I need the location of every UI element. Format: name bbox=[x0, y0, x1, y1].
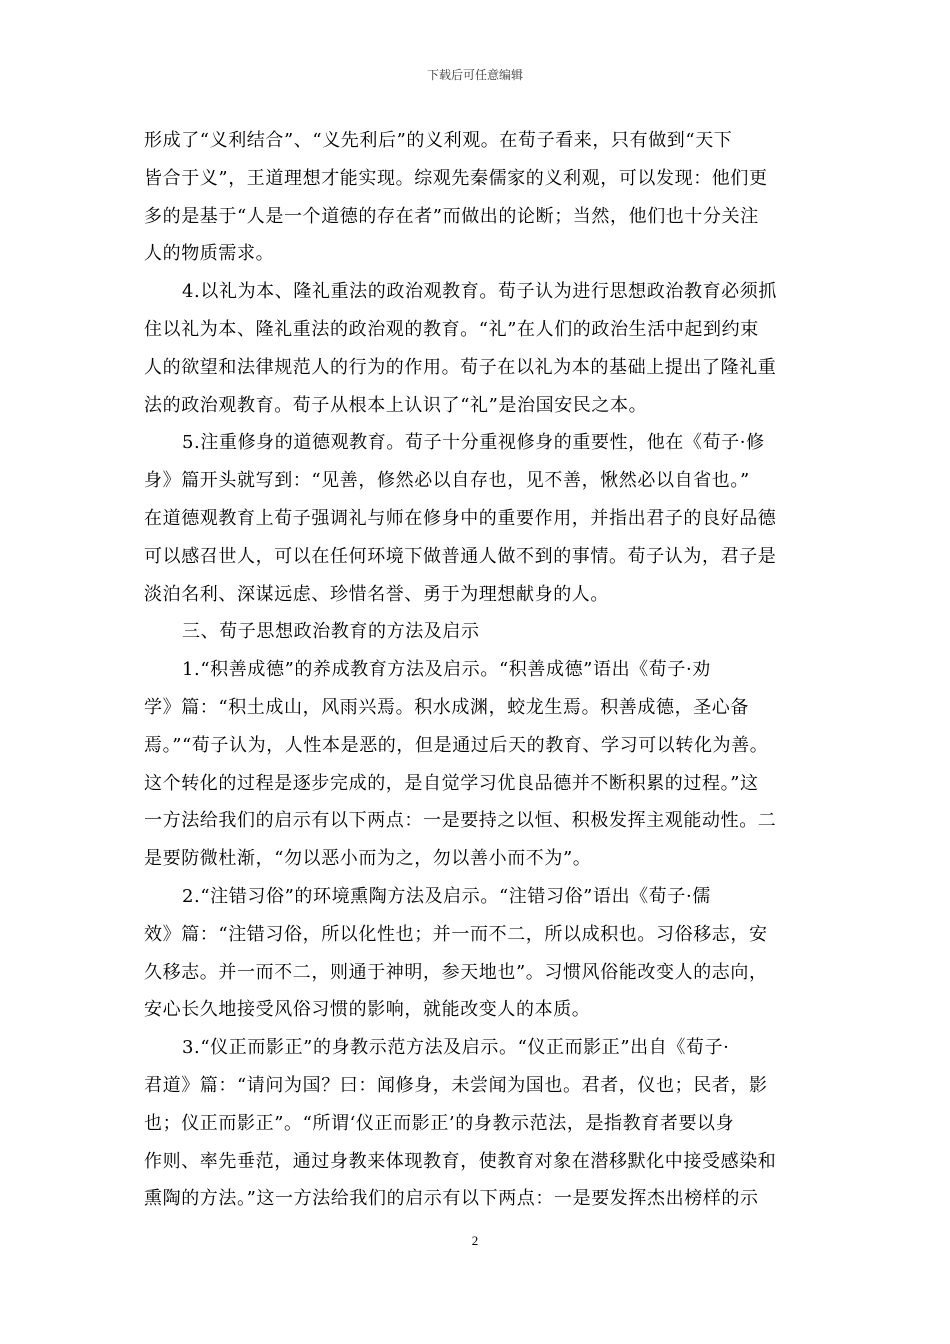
text-line: 作则、率先垂范，通过身教来体现教育，使教育对象在潜移默化中接受感染和 bbox=[144, 1150, 777, 1172]
text-line: 法的政治观教育。荀子从根本上认识了“礼”是治国安民之本。 bbox=[144, 394, 648, 416]
paragraph-start-line: 1.“积善成德”的养成教育方法及启示。“积善成德”语出《荀子·劝 bbox=[182, 659, 711, 681]
text-line: 学》篇：“积土成山，风雨兴焉。积水成渊，蛟龙生焉。积善成德，圣心备 bbox=[144, 696, 749, 718]
text-line: 久移志。并一而不二，则通于神明，参天地也”。习惯风俗能改变人的志向， bbox=[144, 961, 768, 983]
text-line: 可以感召世人，可以在任何环境下做普通人做不到的事情。荀子认为，君子是 bbox=[144, 545, 777, 567]
text-line: 皆合于义”，王道理想才能实现。综观先秦儒家的义利观，可以发现：他们更 bbox=[144, 167, 768, 189]
paragraph-start-line: 3.“仪正而影正”的身教示范方法及启示。“仪正而影正”出自《荀子· bbox=[182, 1037, 730, 1059]
text-line: 焉。”“荀子认为，人性本是恶的，但是通过后天的教育、学习可以转化为善。 bbox=[144, 734, 769, 756]
text-line: 身》篇开头就写到：“见善，修然必以自存也，见不善，愀然必以自省也。” bbox=[144, 470, 750, 492]
text-line: 是要防微杜渐，“勿以恶小而为之，勿以善小而不为”。 bbox=[144, 848, 592, 870]
document-body bbox=[144, 122, 808, 1218]
page-header: 下载后可任意编辑 bbox=[426, 68, 523, 82]
text-line: 熏陶的方法。”这一方法给我们的启示有以下两点：一是要发挥杰出榜样的示 bbox=[144, 1188, 759, 1210]
section-heading: 三、荀子思想政治教育的方法及启示 bbox=[182, 621, 480, 643]
text-line: 效》篇：“注错习俗，所以化性也；并一而不二，所以成积也。习俗移志，安 bbox=[144, 923, 768, 945]
text-line: 人的欲望和法律规范人的行为的作用。荀子在以礼为本的基础上提出了隆礼重 bbox=[144, 356, 777, 378]
text-line: 君道》篇：“请问为国？曰：闻修身，未尝闻为国也。君者，仪也；民者，影 bbox=[144, 1074, 768, 1096]
text-line: 也；仪正而影正”。“所谓‘仪正而影正’的身教示范法，是指教育者要以身 bbox=[144, 1112, 735, 1134]
paragraph-start-line: 4.以礼为本、隆礼重法的政治观教育。荀子认为进行思想政治教育必须抓 bbox=[182, 281, 777, 303]
text-line: 在道德观教育上荀子强调礼与师在修身中的重要作用，并指出君子的良好品德 bbox=[144, 507, 777, 529]
page-number: 2 bbox=[471, 1233, 479, 1248]
paragraph-start-line: 2.“注错习俗”的环境熏陶方法及启示。“注错习俗”语出《荀子·儒 bbox=[182, 885, 711, 907]
text-line: 安心长久地接受风俗习惯的影响，就能改变人的本质。 bbox=[144, 999, 591, 1021]
text-line: 多的是基于“人是一个道德的存在者”而做出的论断；当然，他们也十分关注 bbox=[144, 205, 759, 227]
text-line: 一方法给我们的启示有以下两点：一是要持之以恒、积极发挥主观能动性。二 bbox=[144, 810, 777, 832]
text-line: 形成了“义利结合”、“义先利后”的义利观。在荀子看来，只有做到“天下 bbox=[144, 130, 733, 151]
text-line: 这个转化的过程是逐步完成的，是自觉学习优良品德并不断积累的过程。”这 bbox=[144, 772, 759, 794]
text-line: 人的物质需求。 bbox=[144, 243, 275, 265]
text-line: 淡泊名利、深谋远虑、珍惜名誉、勇于为理想献身的人。 bbox=[144, 583, 609, 605]
text-line: 住以礼为本、隆礼重法的政治观的教育。“礼”在人们的政治生活中起到约束 bbox=[144, 318, 759, 340]
paragraph-start-line: 5.注重修身的道德观教育。荀子十分重视修身的重要性，他在《荀子·修 bbox=[182, 432, 765, 454]
